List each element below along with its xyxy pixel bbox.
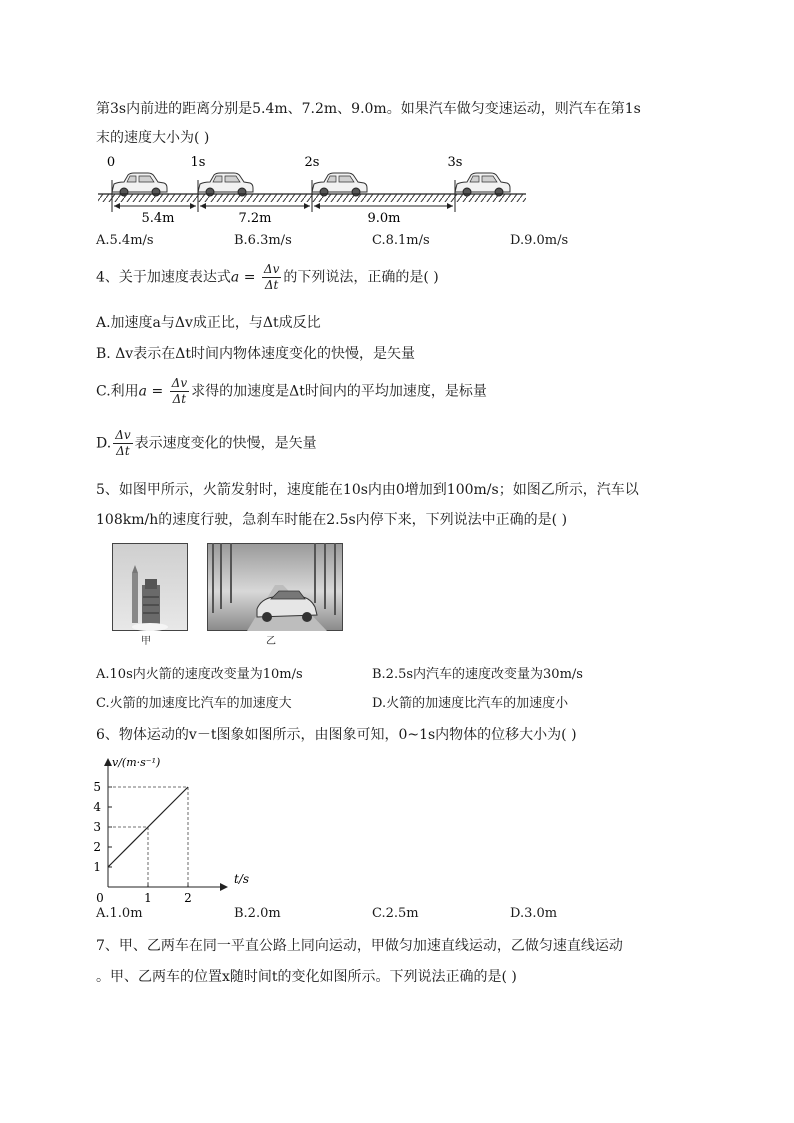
q5-stem-line1: 5、如图甲所示，火箭发射时，速度能在10s内由0增加到100m/s；如图乙所示，汽车以 bbox=[96, 482, 639, 498]
x-tick-label: 0 bbox=[96, 891, 104, 904]
q5-option-c: C.火箭的加速度比汽车的加速度大 bbox=[96, 696, 292, 711]
rocket-photo bbox=[112, 543, 188, 631]
car-icon bbox=[198, 173, 253, 196]
q5-option-b: B.2.5s内汽车的速度改变量为30m/s bbox=[372, 667, 583, 682]
y-axis-label: v/(m·s⁻¹) bbox=[112, 756, 161, 769]
q4-fraction: $\frac{\Delta v}{\Delta t}$ bbox=[263, 262, 280, 292]
distance-label-2: 7.2m bbox=[238, 211, 272, 226]
q6-stem: 6、物体运动的v－t图象如图所示，由图象可知，0~1s内物体的位移大小为( ) bbox=[96, 727, 577, 743]
car-photo bbox=[207, 543, 343, 631]
q7-stem-line1: 7、甲、乙两车在同一平直公路上同向运动，甲做匀加速直线运动，乙做匀速直线运动 bbox=[96, 938, 623, 954]
distance-label-1: 5.4m bbox=[141, 211, 175, 226]
x-tick-label: 2 bbox=[184, 891, 192, 904]
q4-option-c: C.利用a = $\frac{\Delta v}{\Delta t}$ 求得的加速度是Δt时间内的平均加速度，是标量 bbox=[96, 376, 487, 406]
q3-stem-line2: 末的速度大小为( ) bbox=[96, 130, 210, 146]
q4-option-b: B. Δv表示在Δt时间内物体速度变化的快慢，是矢量 bbox=[96, 346, 415, 362]
x-axis-label: t/s bbox=[234, 872, 250, 886]
q4-stem: 4、关于加速度表达式a = $\frac{\Delta v}{\Delta t}$ 的下列说法，正确的是( ) bbox=[96, 262, 439, 292]
y-tick-label: 3 bbox=[93, 820, 101, 834]
q6-option-d: D.3.0m bbox=[510, 906, 558, 921]
q3-option-a: A.5.4m/s bbox=[96, 233, 154, 248]
caption-yi: 乙 bbox=[266, 636, 276, 647]
q3-cars-figure bbox=[94, 150, 534, 228]
q5-option-d: D.火箭的加速度比汽车的加速度小 bbox=[372, 696, 569, 711]
q3-option-b: B.6.3m/s bbox=[234, 233, 292, 248]
q3-option-d: D.9.0m/s bbox=[510, 233, 569, 248]
q4-option-d: D. $\frac{\Delta v}{\Delta t}$ 表示速度变化的快慢，是矢量 bbox=[96, 428, 317, 458]
q3-stem-line1: 第3s内前进的距离分别是5.4m、7.2m、9.0m。如果汽车做匀变速运动，则汽车在第1s bbox=[96, 101, 641, 117]
time-label-1: 1s bbox=[190, 155, 206, 170]
y-tick-label: 5 bbox=[93, 780, 101, 794]
vt-chart bbox=[92, 754, 272, 904]
q5-stem-line2: 108km/h的速度行驶，急刹车时能在2.5s内停下来，下列说法中正确的是( ) bbox=[96, 512, 568, 528]
q3-option-c: C.8.1m/s bbox=[372, 233, 430, 248]
car-icon bbox=[455, 173, 510, 196]
q5-option-a: A.10s内火箭的速度改变量为10m/s bbox=[96, 667, 303, 682]
q6-option-b: B.2.0m bbox=[234, 906, 281, 921]
y-tick-label: 2 bbox=[93, 840, 101, 854]
car-icon bbox=[312, 173, 367, 196]
q6-option-c: C.2.5m bbox=[372, 906, 419, 921]
q7-stem-line2: 。甲、乙两车的位置x随时间t的变化如图所示。下列说法正确的是( ) bbox=[96, 969, 517, 985]
y-tick-label: 4 bbox=[93, 800, 101, 814]
time-label-2: 2s bbox=[304, 155, 320, 170]
distance-label-3: 9.0m bbox=[367, 211, 401, 226]
q6-option-a: A.1.0m bbox=[96, 906, 143, 921]
q4-option-d-fraction: $\frac{\Delta v}{\Delta t}$ bbox=[115, 428, 131, 458]
time-label-0: 0 bbox=[106, 155, 116, 170]
y-tick-label: 1 bbox=[93, 860, 101, 874]
q4-option-a: A.加速度a与Δv成正比，与Δt成反比 bbox=[96, 315, 321, 331]
car-icon bbox=[112, 173, 167, 196]
x-tick-label: 1 bbox=[144, 891, 152, 904]
caption-jia: 甲 bbox=[141, 636, 151, 647]
time-label-3: 3s bbox=[447, 155, 463, 170]
q4-option-c-fraction: $\frac{\Delta v}{\Delta t}$ bbox=[171, 376, 188, 406]
